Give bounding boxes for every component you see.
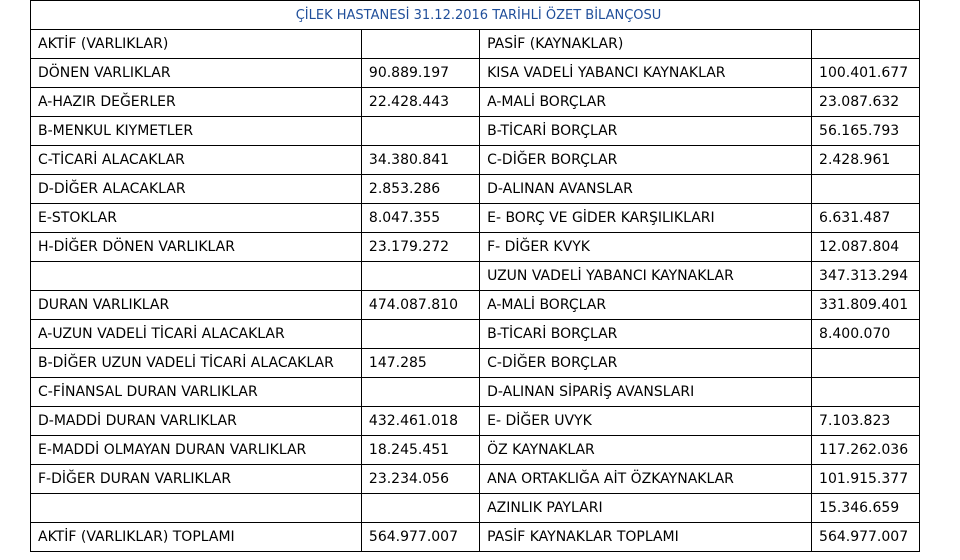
pasif-amount: 564.977.007: [812, 523, 920, 552]
balance-sheet: [30, 0, 920, 560]
pasif-label: E- BORÇ VE GİDER KARŞILIKLARI: [480, 204, 812, 233]
table-row: [31, 59, 920, 88]
aktif-amount: [361, 378, 479, 407]
table-row: [31, 523, 920, 552]
table-row: [31, 494, 920, 523]
aktif-amount: 147.285: [361, 349, 479, 378]
table-row: [31, 436, 920, 465]
pasif-amount: 6.631.487: [812, 204, 920, 233]
aktif-label: A-UZUN VADELİ TİCARİ ALACAKLAR: [31, 320, 362, 349]
header-row: [31, 30, 920, 59]
aktif-header-value: [361, 30, 479, 59]
pasif-amount: 331.809.401: [812, 291, 920, 320]
pasif-label: ÖZ KAYNAKLAR: [480, 436, 812, 465]
pasif-amount: [812, 349, 920, 378]
pasif-header: PASİF (KAYNAKLAR): [480, 30, 812, 59]
aktif-label: E-MADDİ OLMAYAN DURAN VARLIKLAR: [31, 436, 362, 465]
pasif-amount: 100.401.677: [812, 59, 920, 88]
aktif-amount: 18.245.451: [361, 436, 479, 465]
title-row: [31, 1, 920, 30]
aktif-label: B-MENKUL KIYMETLER: [31, 117, 362, 146]
table-row: [31, 378, 920, 407]
table-row: [31, 146, 920, 175]
table-row: [31, 320, 920, 349]
aktif-label: [31, 262, 362, 291]
aktif-amount: [361, 320, 479, 349]
aktif-amount: [361, 494, 479, 523]
aktif-label: B-DİĞER UZUN VADELİ TİCARİ ALACAKLAR: [31, 349, 362, 378]
pasif-label: C-DİĞER BORÇLAR: [480, 146, 812, 175]
table-title: ÇİLEK HASTANESİ 31.12.2016 TARİHLİ ÖZET BİLANÇOSU: [31, 1, 920, 30]
aktif-amount: 23.234.056: [361, 465, 479, 494]
table-row: [31, 262, 920, 291]
pasif-amount: 8.400.070: [812, 320, 920, 349]
aktif-header: AKTİF (VARLIKLAR): [31, 30, 362, 59]
aktif-amount: 564.977.007: [361, 523, 479, 552]
aktif-label: H-DİĞER DÖNEN VARLIKLAR: [31, 233, 362, 262]
pasif-label: AZINLIK PAYLARI: [480, 494, 812, 523]
pasif-amount: 7.103.823: [812, 407, 920, 436]
aktif-label: E-STOKLAR: [31, 204, 362, 233]
aktif-label: F-DİĞER DURAN VARLIKLAR: [31, 465, 362, 494]
table-row: [31, 117, 920, 146]
pasif-label: PASİF KAYNAKLAR TOPLAMI: [480, 523, 812, 552]
pasif-amount: 56.165.793: [812, 117, 920, 146]
pasif-label: KISA VADELİ YABANCI KAYNAKLAR: [480, 59, 812, 88]
pasif-amount: [812, 175, 920, 204]
pasif-amount: 2.428.961: [812, 146, 920, 175]
table-row: [31, 175, 920, 204]
aktif-amount: [361, 117, 479, 146]
pasif-amount: [812, 378, 920, 407]
table-row: [31, 465, 920, 494]
table-row: [31, 88, 920, 117]
pasif-label: F- DİĞER KVYK: [480, 233, 812, 262]
pasif-label: E- DİĞER UVYK: [480, 407, 812, 436]
aktif-label: [31, 494, 362, 523]
aktif-label: D-DİĞER ALACAKLAR: [31, 175, 362, 204]
aktif-amount: 22.428.443: [361, 88, 479, 117]
pasif-amount: 347.313.294: [812, 262, 920, 291]
pasif-label: ANA ORTAKLIĞA AİT ÖZKAYNAKLAR: [480, 465, 812, 494]
pasif-label: UZUN VADELİ YABANCI KAYNAKLAR: [480, 262, 812, 291]
balance-table: [30, 0, 920, 552]
aktif-label: A-HAZIR DEĞERLER: [31, 88, 362, 117]
aktif-amount: 90.889.197: [361, 59, 479, 88]
aktif-amount: 432.461.018: [361, 407, 479, 436]
pasif-label: B-TİCARİ BORÇLAR: [480, 320, 812, 349]
pasif-label: B-TİCARİ BORÇLAR: [480, 117, 812, 146]
pasif-amount: 12.087.804: [812, 233, 920, 262]
pasif-amount: 23.087.632: [812, 88, 920, 117]
aktif-label: D-MADDİ DURAN VARLIKLAR: [31, 407, 362, 436]
aktif-amount: 2.853.286: [361, 175, 479, 204]
pasif-label: A-MALİ BORÇLAR: [480, 291, 812, 320]
table-row: [31, 407, 920, 436]
aktif-amount: 34.380.841: [361, 146, 479, 175]
aktif-label: C-TİCARİ ALACAKLAR: [31, 146, 362, 175]
aktif-amount: 474.087.810: [361, 291, 479, 320]
aktif-label: DURAN VARLIKLAR: [31, 291, 362, 320]
table-row: [31, 233, 920, 262]
pasif-header-value: [812, 30, 920, 59]
pasif-label: D-ALINAN AVANSLAR: [480, 175, 812, 204]
pasif-amount: 15.346.659: [812, 494, 920, 523]
aktif-amount: [361, 262, 479, 291]
aktif-amount: 23.179.272: [361, 233, 479, 262]
pasif-amount: 101.915.377: [812, 465, 920, 494]
table-row: [31, 349, 920, 378]
pasif-label: C-DİĞER BORÇLAR: [480, 349, 812, 378]
aktif-label: DÖNEN VARLIKLAR: [31, 59, 362, 88]
table-row: [31, 291, 920, 320]
aktif-label: C-FİNANSAL DURAN VARLIKLAR: [31, 378, 362, 407]
aktif-amount: 8.047.355: [361, 204, 479, 233]
pasif-label: A-MALİ BORÇLAR: [480, 88, 812, 117]
pasif-amount: 117.262.036: [812, 436, 920, 465]
table-row: [31, 204, 920, 233]
aktif-label: AKTİF (VARLIKLAR) TOPLAMI: [31, 523, 362, 552]
pasif-label: D-ALINAN SİPARİŞ AVANSLARI: [480, 378, 812, 407]
